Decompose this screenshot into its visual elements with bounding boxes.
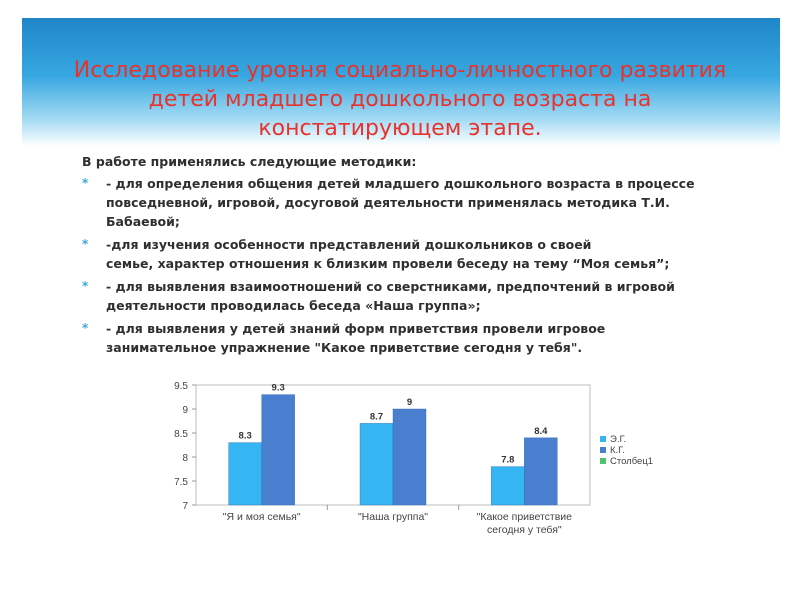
bullet-line: деятельности проводилась беседа «Наша группа»; — [106, 298, 481, 313]
data-label: 9 — [406, 397, 413, 408]
data-label: 7.8 — [501, 454, 515, 466]
methods-bullet — [82, 174, 722, 231]
bar — [524, 438, 557, 505]
slide-title — [60, 56, 740, 143]
y-tick-label: 9 — [182, 405, 188, 416]
slide-title-line: детей младшего дошкольного возраста на — [148, 87, 652, 112]
methods-bullet — [82, 277, 722, 315]
legend-swatch — [600, 458, 606, 464]
data-label: 8.3 — [238, 430, 252, 442]
methods-bullet — [82, 235, 722, 273]
legend-label: Э.Г. — [610, 434, 627, 445]
bullet-star-icon: * — [82, 321, 89, 335]
legend-label: К.Г. — [610, 445, 625, 456]
bullet-star-icon: * — [82, 176, 89, 190]
y-tick-label: 7 — [182, 501, 188, 512]
methods-bullet — [82, 319, 722, 357]
x-tick-label: "Какое приветствие — [476, 511, 573, 523]
x-tick-label: сегодня у тебя" — [487, 524, 562, 536]
bar-chart-svg — [160, 370, 680, 560]
slide-title-line: Исследование уровня социально-личностного развития — [73, 58, 727, 83]
results-chart — [160, 370, 680, 560]
bullet-line: - для определения общения детей младшего дошкольного возраста в процессе — [106, 176, 695, 191]
bar — [491, 467, 524, 505]
methods-text — [82, 152, 722, 361]
bullet-line: занимательное упражнение "Какое приветствие сегодня у тебя". — [106, 340, 583, 355]
x-tick-label: "Наша группа" — [357, 511, 429, 523]
bullet-line: - для выявления у детей знаний форм приветствия провели игровое — [106, 321, 606, 336]
bullet-line: повседневной, игровой, досуговой деятельности применялась методика Т.И. — [106, 195, 670, 210]
bar — [262, 395, 295, 505]
data-label: 8.7 — [369, 411, 384, 423]
y-tick-label: 7.5 — [174, 477, 188, 488]
bullet-line: -для изучения особенности представлений дошкольников о своей — [106, 237, 592, 252]
data-label: 8.4 — [534, 425, 548, 437]
y-tick-label: 8 — [182, 453, 188, 464]
bar — [229, 443, 262, 505]
legend-label: Столбец1 — [610, 456, 654, 467]
bar — [360, 423, 393, 505]
data-label: 9.3 — [271, 382, 285, 394]
y-tick-label: 8.5 — [174, 429, 188, 440]
bullet-line: семье, характер отношения к близким провели беседу на тему “Моя семья”; — [106, 256, 670, 271]
bullet-line: Бабаевой; — [106, 214, 180, 229]
bullet-star-icon: * — [82, 237, 89, 251]
x-tick-label: "Я и моя семья" — [222, 511, 301, 523]
bullet-line: - для выявления взаимоотношений со сверстниками, предпочтений в игровой — [106, 279, 675, 294]
bar — [393, 409, 426, 505]
y-tick-label: 9.5 — [174, 381, 188, 392]
slide-title-line: констатирующем этапе. — [258, 116, 542, 141]
legend-swatch — [600, 447, 606, 453]
legend-swatch — [600, 436, 606, 442]
bullet-star-icon: * — [82, 279, 89, 293]
methods-intro: В работе применялись следующие методики: — [82, 154, 417, 169]
